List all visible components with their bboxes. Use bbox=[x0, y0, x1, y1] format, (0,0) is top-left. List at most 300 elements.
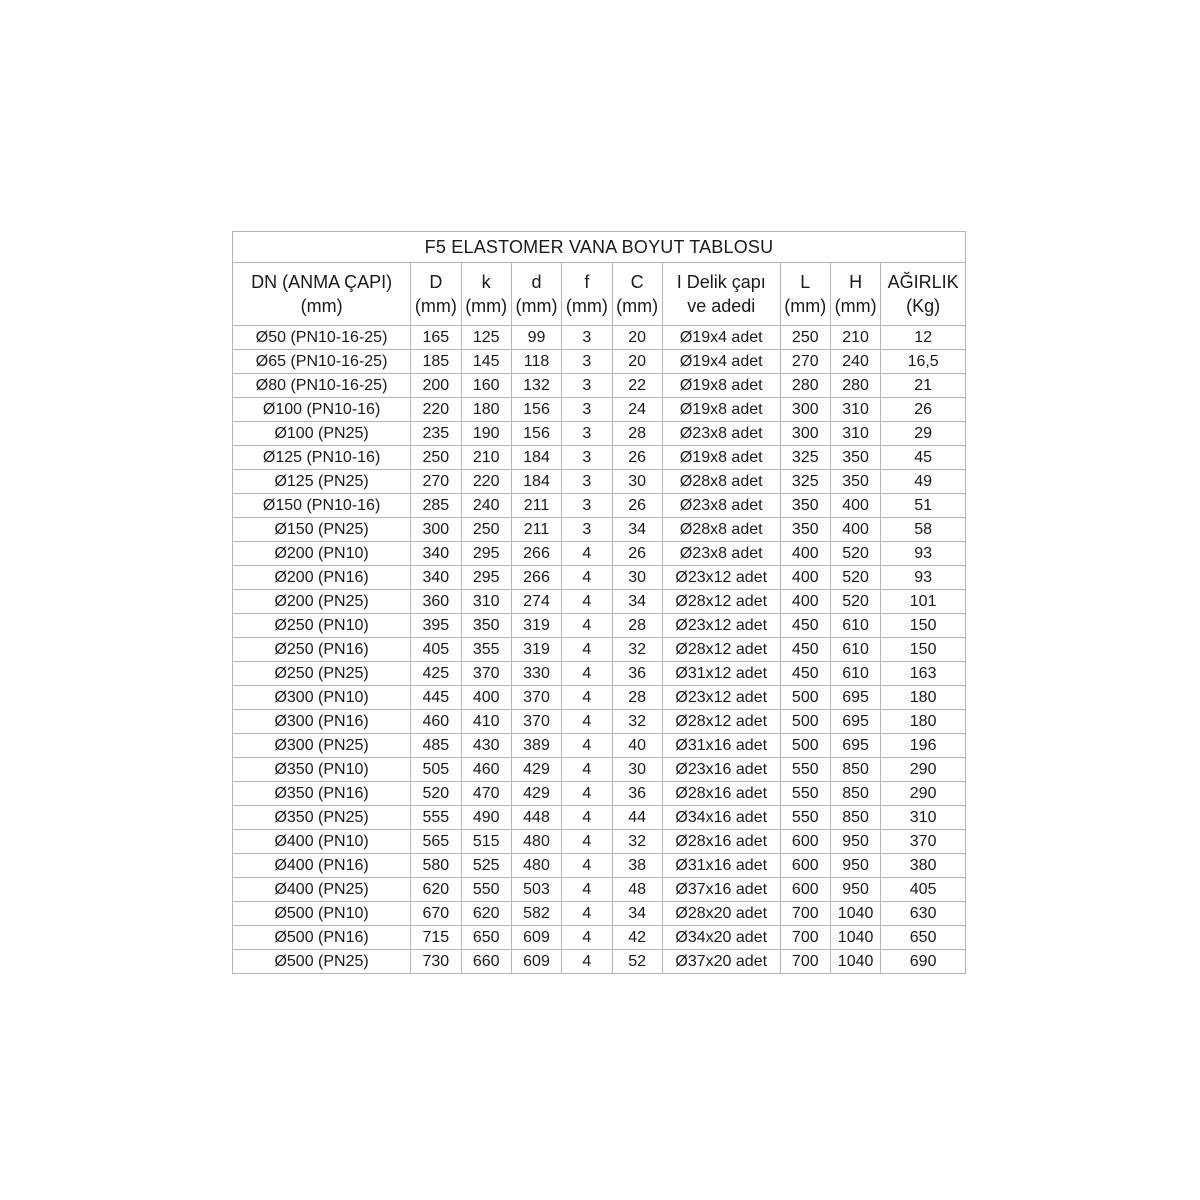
cell-weight: 150 bbox=[881, 638, 966, 662]
cell-d-outer: 285 bbox=[411, 494, 461, 518]
cell-c: 26 bbox=[612, 494, 662, 518]
cell-d-inner: 184 bbox=[511, 470, 561, 494]
cell-h: 850 bbox=[830, 782, 880, 806]
table-row bbox=[233, 782, 966, 806]
table-row bbox=[233, 638, 966, 662]
cell-c: 30 bbox=[612, 758, 662, 782]
cell-c: 32 bbox=[612, 638, 662, 662]
table-row bbox=[233, 350, 966, 374]
cell-weight: 196 bbox=[881, 734, 966, 758]
cell-dn: Ø200 (PN25) bbox=[233, 590, 411, 614]
cell-weight: 58 bbox=[881, 518, 966, 542]
cell-h: 1040 bbox=[830, 902, 880, 926]
cell-c: 28 bbox=[612, 422, 662, 446]
cell-d-inner: 99 bbox=[511, 326, 561, 350]
cell-dn: Ø400 (PN10) bbox=[233, 830, 411, 854]
cell-d-outer: 300 bbox=[411, 518, 461, 542]
cell-d-inner: 184 bbox=[511, 446, 561, 470]
cell-c: 42 bbox=[612, 926, 662, 950]
cell-d-inner: 132 bbox=[511, 374, 561, 398]
cell-hole-diameter-count: Ø28x8 adet bbox=[662, 470, 780, 494]
cell-h: 240 bbox=[830, 350, 880, 374]
cell-h: 695 bbox=[830, 734, 880, 758]
cell-d-outer: 620 bbox=[411, 878, 461, 902]
cell-l: 550 bbox=[780, 806, 830, 830]
cell-h: 310 bbox=[830, 422, 880, 446]
cell-d-inner: 266 bbox=[511, 542, 561, 566]
table-row bbox=[233, 614, 966, 638]
cell-f: 4 bbox=[562, 854, 612, 878]
cell-d-outer: 555 bbox=[411, 806, 461, 830]
cell-k: 460 bbox=[461, 758, 511, 782]
cell-f: 4 bbox=[562, 878, 612, 902]
cell-f: 4 bbox=[562, 926, 612, 950]
cell-k: 220 bbox=[461, 470, 511, 494]
table-row bbox=[233, 662, 966, 686]
cell-dn: Ø250 (PN25) bbox=[233, 662, 411, 686]
cell-d-outer: 250 bbox=[411, 446, 461, 470]
cell-hole-diameter-count: Ø28x8 adet bbox=[662, 518, 780, 542]
cell-hole-diameter-count: Ø23x8 adet bbox=[662, 542, 780, 566]
cell-weight: 150 bbox=[881, 614, 966, 638]
cell-h: 610 bbox=[830, 614, 880, 638]
cell-l: 700 bbox=[780, 902, 830, 926]
cell-k: 240 bbox=[461, 494, 511, 518]
cell-weight: 310 bbox=[881, 806, 966, 830]
cell-f: 4 bbox=[562, 566, 612, 590]
cell-f: 3 bbox=[562, 326, 612, 350]
cell-f: 3 bbox=[562, 470, 612, 494]
cell-c: 28 bbox=[612, 686, 662, 710]
cell-d-inner: 330 bbox=[511, 662, 561, 686]
cell-d-inner: 319 bbox=[511, 638, 561, 662]
header-label-line1: H bbox=[849, 272, 863, 292]
cell-hole-diameter-count: Ø34x16 adet bbox=[662, 806, 780, 830]
cell-d-inner: 370 bbox=[511, 710, 561, 734]
cell-dn: Ø150 (PN10-16) bbox=[233, 494, 411, 518]
cell-weight: 370 bbox=[881, 830, 966, 854]
cell-f: 3 bbox=[562, 518, 612, 542]
cell-dn: Ø150 (PN25) bbox=[233, 518, 411, 542]
cell-k: 410 bbox=[461, 710, 511, 734]
cell-dn: Ø400 (PN16) bbox=[233, 854, 411, 878]
table-row bbox=[233, 566, 966, 590]
header-label-line2: (mm) bbox=[300, 296, 343, 316]
header-label-line2: (Kg) bbox=[906, 296, 941, 316]
table-row bbox=[233, 950, 966, 974]
cell-h: 400 bbox=[830, 494, 880, 518]
cell-k: 470 bbox=[461, 782, 511, 806]
table-row bbox=[233, 518, 966, 542]
header-label-line2: (mm) bbox=[565, 296, 608, 316]
cell-hole-diameter-count: Ø28x20 adet bbox=[662, 902, 780, 926]
cell-c: 34 bbox=[612, 902, 662, 926]
cell-d-outer: 360 bbox=[411, 590, 461, 614]
cell-weight: 93 bbox=[881, 566, 966, 590]
cell-l: 600 bbox=[780, 830, 830, 854]
cell-hole-diameter-count: Ø19x4 adet bbox=[662, 350, 780, 374]
cell-k: 430 bbox=[461, 734, 511, 758]
cell-hole-diameter-count: Ø19x8 adet bbox=[662, 374, 780, 398]
cell-c: 20 bbox=[612, 326, 662, 350]
cell-f: 4 bbox=[562, 782, 612, 806]
cell-weight: 21 bbox=[881, 374, 966, 398]
cell-d-outer: 485 bbox=[411, 734, 461, 758]
header-weight bbox=[881, 263, 966, 326]
cell-dn: Ø80 (PN10-16-25) bbox=[233, 374, 411, 398]
cell-dn: Ø125 (PN25) bbox=[233, 470, 411, 494]
cell-d-outer: 520 bbox=[411, 782, 461, 806]
cell-d-inner: 582 bbox=[511, 902, 561, 926]
table-row bbox=[233, 734, 966, 758]
cell-f: 3 bbox=[562, 374, 612, 398]
cell-d-inner: 609 bbox=[511, 950, 561, 974]
table-row bbox=[233, 926, 966, 950]
cell-h: 950 bbox=[830, 830, 880, 854]
table-body bbox=[233, 326, 966, 974]
cell-hole-diameter-count: Ø31x16 adet bbox=[662, 734, 780, 758]
cell-c: 34 bbox=[612, 518, 662, 542]
cell-d-inner: 609 bbox=[511, 926, 561, 950]
cell-l: 350 bbox=[780, 518, 830, 542]
header-label-line1: I Delik çapı bbox=[676, 272, 766, 292]
table-row bbox=[233, 542, 966, 566]
cell-d-inner: 156 bbox=[511, 398, 561, 422]
cell-hole-diameter-count: Ø37x16 adet bbox=[662, 878, 780, 902]
cell-hole-diameter-count: Ø37x20 adet bbox=[662, 950, 780, 974]
cell-l: 400 bbox=[780, 590, 830, 614]
cell-d-outer: 200 bbox=[411, 374, 461, 398]
cell-dn: Ø300 (PN25) bbox=[233, 734, 411, 758]
cell-l: 250 bbox=[780, 326, 830, 350]
header-hole-diameter-count bbox=[662, 263, 780, 326]
cell-k: 660 bbox=[461, 950, 511, 974]
cell-d-inner: 429 bbox=[511, 782, 561, 806]
cell-k: 370 bbox=[461, 662, 511, 686]
header-row bbox=[233, 263, 966, 326]
header-label-line1: C bbox=[630, 272, 644, 292]
cell-hole-diameter-count: Ø28x16 adet bbox=[662, 830, 780, 854]
cell-k: 125 bbox=[461, 326, 511, 350]
table-row bbox=[233, 374, 966, 398]
cell-dn: Ø500 (PN10) bbox=[233, 902, 411, 926]
cell-l: 500 bbox=[780, 734, 830, 758]
cell-f: 3 bbox=[562, 398, 612, 422]
cell-c: 34 bbox=[612, 590, 662, 614]
cell-hole-diameter-count: Ø23x8 adet bbox=[662, 422, 780, 446]
cell-l: 600 bbox=[780, 854, 830, 878]
cell-d-inner: 266 bbox=[511, 566, 561, 590]
cell-weight: 290 bbox=[881, 782, 966, 806]
table-row bbox=[233, 398, 966, 422]
cell-f: 4 bbox=[562, 542, 612, 566]
cell-k: 210 bbox=[461, 446, 511, 470]
cell-k: 620 bbox=[461, 902, 511, 926]
table-row bbox=[233, 446, 966, 470]
cell-dn: Ø350 (PN10) bbox=[233, 758, 411, 782]
header-label-line2: (mm) bbox=[414, 296, 457, 316]
cell-dn: Ø65 (PN10-16-25) bbox=[233, 350, 411, 374]
cell-hole-diameter-count: Ø28x16 adet bbox=[662, 782, 780, 806]
cell-d-inner: 448 bbox=[511, 806, 561, 830]
cell-d-inner: 211 bbox=[511, 518, 561, 542]
cell-c: 36 bbox=[612, 662, 662, 686]
cell-d-outer: 425 bbox=[411, 662, 461, 686]
cell-d-outer: 405 bbox=[411, 638, 461, 662]
cell-k: 650 bbox=[461, 926, 511, 950]
cell-d-outer: 715 bbox=[411, 926, 461, 950]
cell-hole-diameter-count: Ø19x8 adet bbox=[662, 398, 780, 422]
cell-weight: 380 bbox=[881, 854, 966, 878]
cell-k: 400 bbox=[461, 686, 511, 710]
cell-d-outer: 395 bbox=[411, 614, 461, 638]
cell-d-inner: 319 bbox=[511, 614, 561, 638]
cell-c: 26 bbox=[612, 446, 662, 470]
cell-c: 40 bbox=[612, 734, 662, 758]
cell-l: 300 bbox=[780, 422, 830, 446]
cell-f: 3 bbox=[562, 350, 612, 374]
cell-d-inner: 429 bbox=[511, 758, 561, 782]
cell-c: 30 bbox=[612, 566, 662, 590]
cell-k: 350 bbox=[461, 614, 511, 638]
cell-h: 210 bbox=[830, 326, 880, 350]
cell-l: 325 bbox=[780, 446, 830, 470]
header-label-line1: d bbox=[531, 272, 542, 292]
cell-h: 520 bbox=[830, 566, 880, 590]
cell-l: 450 bbox=[780, 662, 830, 686]
header-label-line1: k bbox=[481, 272, 491, 292]
cell-k: 295 bbox=[461, 566, 511, 590]
cell-h: 610 bbox=[830, 662, 880, 686]
cell-f: 4 bbox=[562, 734, 612, 758]
cell-c: 48 bbox=[612, 878, 662, 902]
cell-d-inner: 274 bbox=[511, 590, 561, 614]
cell-hole-diameter-count: Ø23x12 adet bbox=[662, 566, 780, 590]
dimension-table bbox=[232, 231, 966, 974]
table-title: F5 ELASTOMER VANA BOYUT TABLOSU bbox=[233, 232, 966, 263]
table-row bbox=[233, 494, 966, 518]
cell-dn: Ø100 (PN10-16) bbox=[233, 398, 411, 422]
header-label-line2: (mm) bbox=[515, 296, 558, 316]
cell-f: 4 bbox=[562, 806, 612, 830]
cell-l: 550 bbox=[780, 758, 830, 782]
cell-h: 695 bbox=[830, 710, 880, 734]
cell-dn: Ø350 (PN16) bbox=[233, 782, 411, 806]
cell-h: 950 bbox=[830, 878, 880, 902]
cell-c: 52 bbox=[612, 950, 662, 974]
cell-dn: Ø350 (PN25) bbox=[233, 806, 411, 830]
cell-c: 38 bbox=[612, 854, 662, 878]
table-row bbox=[233, 854, 966, 878]
cell-hole-diameter-count: Ø19x8 adet bbox=[662, 446, 780, 470]
cell-d-outer: 580 bbox=[411, 854, 461, 878]
cell-weight: 12 bbox=[881, 326, 966, 350]
cell-weight: 163 bbox=[881, 662, 966, 686]
cell-hole-diameter-count: Ø31x12 adet bbox=[662, 662, 780, 686]
cell-f: 3 bbox=[562, 446, 612, 470]
cell-dn: Ø200 (PN10) bbox=[233, 542, 411, 566]
cell-dn: Ø200 (PN16) bbox=[233, 566, 411, 590]
cell-h: 1040 bbox=[830, 950, 880, 974]
cell-c: 44 bbox=[612, 806, 662, 830]
cell-k: 190 bbox=[461, 422, 511, 446]
cell-d-outer: 730 bbox=[411, 950, 461, 974]
cell-h: 520 bbox=[830, 542, 880, 566]
cell-d-outer: 445 bbox=[411, 686, 461, 710]
cell-h: 850 bbox=[830, 758, 880, 782]
cell-dn: Ø125 (PN10-16) bbox=[233, 446, 411, 470]
cell-l: 500 bbox=[780, 686, 830, 710]
cell-l: 325 bbox=[780, 470, 830, 494]
cell-d-outer: 505 bbox=[411, 758, 461, 782]
header-h bbox=[830, 263, 880, 326]
cell-f: 4 bbox=[562, 902, 612, 926]
cell-l: 450 bbox=[780, 638, 830, 662]
header-d-inner bbox=[511, 263, 561, 326]
cell-d-inner: 211 bbox=[511, 494, 561, 518]
cell-weight: 16,5 bbox=[881, 350, 966, 374]
cell-k: 160 bbox=[461, 374, 511, 398]
cell-hole-diameter-count: Ø28x12 adet bbox=[662, 590, 780, 614]
cell-f: 4 bbox=[562, 662, 612, 686]
cell-k: 310 bbox=[461, 590, 511, 614]
cell-f: 3 bbox=[562, 494, 612, 518]
cell-d-inner: 118 bbox=[511, 350, 561, 374]
cell-h: 850 bbox=[830, 806, 880, 830]
cell-l: 270 bbox=[780, 350, 830, 374]
cell-l: 350 bbox=[780, 494, 830, 518]
cell-l: 500 bbox=[780, 710, 830, 734]
cell-hole-diameter-count: Ø19x4 adet bbox=[662, 326, 780, 350]
cell-l: 400 bbox=[780, 566, 830, 590]
header-label-line2: (mm) bbox=[834, 296, 877, 316]
cell-h: 610 bbox=[830, 638, 880, 662]
cell-k: 295 bbox=[461, 542, 511, 566]
cell-l: 280 bbox=[780, 374, 830, 398]
cell-weight: 101 bbox=[881, 590, 966, 614]
cell-d-inner: 156 bbox=[511, 422, 561, 446]
cell-weight: 45 bbox=[881, 446, 966, 470]
cell-h: 695 bbox=[830, 686, 880, 710]
cell-dn: Ø300 (PN16) bbox=[233, 710, 411, 734]
header-k bbox=[461, 263, 511, 326]
cell-dn: Ø300 (PN10) bbox=[233, 686, 411, 710]
cell-h: 350 bbox=[830, 446, 880, 470]
cell-d-inner: 389 bbox=[511, 734, 561, 758]
cell-hole-diameter-count: Ø31x16 adet bbox=[662, 854, 780, 878]
cell-weight: 405 bbox=[881, 878, 966, 902]
cell-hole-diameter-count: Ø34x20 adet bbox=[662, 926, 780, 950]
cell-weight: 650 bbox=[881, 926, 966, 950]
cell-l: 700 bbox=[780, 950, 830, 974]
table-row bbox=[233, 902, 966, 926]
table-row bbox=[233, 878, 966, 902]
table-row bbox=[233, 590, 966, 614]
cell-weight: 290 bbox=[881, 758, 966, 782]
header-f bbox=[562, 263, 612, 326]
cell-hole-diameter-count: Ø28x12 adet bbox=[662, 710, 780, 734]
header-label-line2: (mm) bbox=[616, 296, 659, 316]
table-row bbox=[233, 686, 966, 710]
cell-dn: Ø500 (PN25) bbox=[233, 950, 411, 974]
cell-l: 550 bbox=[780, 782, 830, 806]
table-row bbox=[233, 470, 966, 494]
cell-l: 450 bbox=[780, 614, 830, 638]
cell-h: 280 bbox=[830, 374, 880, 398]
cell-d-inner: 480 bbox=[511, 854, 561, 878]
cell-c: 32 bbox=[612, 710, 662, 734]
cell-dn: Ø250 (PN10) bbox=[233, 614, 411, 638]
table-row bbox=[233, 710, 966, 734]
cell-l: 600 bbox=[780, 878, 830, 902]
table-row bbox=[233, 422, 966, 446]
cell-f: 4 bbox=[562, 758, 612, 782]
cell-h: 310 bbox=[830, 398, 880, 422]
cell-c: 20 bbox=[612, 350, 662, 374]
cell-k: 355 bbox=[461, 638, 511, 662]
cell-weight: 180 bbox=[881, 710, 966, 734]
cell-k: 525 bbox=[461, 854, 511, 878]
cell-d-outer: 270 bbox=[411, 470, 461, 494]
cell-d-outer: 235 bbox=[411, 422, 461, 446]
cell-hole-diameter-count: Ø23x16 adet bbox=[662, 758, 780, 782]
cell-k: 490 bbox=[461, 806, 511, 830]
cell-l: 400 bbox=[780, 542, 830, 566]
table-row bbox=[233, 830, 966, 854]
cell-k: 145 bbox=[461, 350, 511, 374]
cell-d-outer: 165 bbox=[411, 326, 461, 350]
header-l bbox=[780, 263, 830, 326]
cell-weight: 49 bbox=[881, 470, 966, 494]
cell-weight: 93 bbox=[881, 542, 966, 566]
header-d-outer bbox=[411, 263, 461, 326]
cell-d-outer: 340 bbox=[411, 566, 461, 590]
cell-weight: 29 bbox=[881, 422, 966, 446]
table-row bbox=[233, 758, 966, 782]
cell-dn: Ø100 (PN25) bbox=[233, 422, 411, 446]
cell-h: 950 bbox=[830, 854, 880, 878]
cell-weight: 26 bbox=[881, 398, 966, 422]
cell-f: 4 bbox=[562, 614, 612, 638]
cell-hole-diameter-count: Ø23x8 adet bbox=[662, 494, 780, 518]
header-label-line1: DN (ANMA ÇAPI) bbox=[251, 272, 393, 292]
header-c bbox=[612, 263, 662, 326]
header-label-line2: (mm) bbox=[784, 296, 827, 316]
cell-h: 350 bbox=[830, 470, 880, 494]
cell-k: 250 bbox=[461, 518, 511, 542]
cell-c: 22 bbox=[612, 374, 662, 398]
cell-k: 550 bbox=[461, 878, 511, 902]
cell-f: 4 bbox=[562, 950, 612, 974]
header-dn bbox=[233, 263, 411, 326]
cell-l: 300 bbox=[780, 398, 830, 422]
cell-c: 28 bbox=[612, 614, 662, 638]
cell-hole-diameter-count: Ø23x12 adet bbox=[662, 686, 780, 710]
cell-dn: Ø400 (PN25) bbox=[233, 878, 411, 902]
cell-k: 180 bbox=[461, 398, 511, 422]
header-label-line2: (mm) bbox=[465, 296, 508, 316]
cell-d-inner: 370 bbox=[511, 686, 561, 710]
cell-f: 4 bbox=[562, 638, 612, 662]
cell-d-outer: 220 bbox=[411, 398, 461, 422]
cell-dn: Ø50 (PN10-16-25) bbox=[233, 326, 411, 350]
cell-k: 515 bbox=[461, 830, 511, 854]
dimension-table-sheet bbox=[232, 231, 966, 974]
header-label-line1: L bbox=[800, 272, 811, 292]
header-label-line1: D bbox=[429, 272, 443, 292]
header-label-line1: f bbox=[584, 272, 590, 292]
cell-d-outer: 340 bbox=[411, 542, 461, 566]
